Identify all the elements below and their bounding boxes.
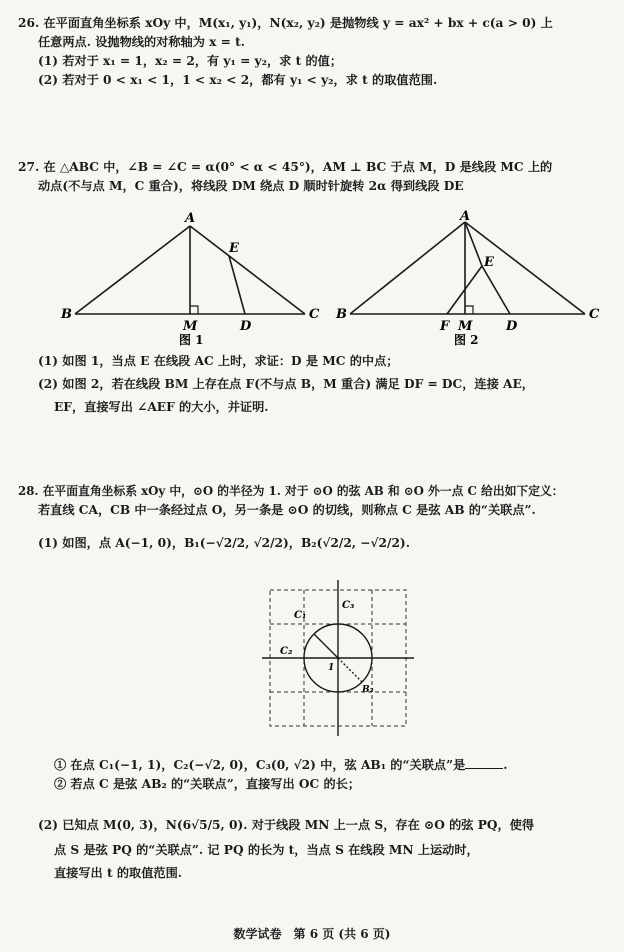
q28-sub1-text: ① 在点 C₁(−1, 1)，C₂(−√2, 0)，C₃(0, √2) 中，弦 AB₁ 的“关联点”是 <box>54 758 466 772</box>
q28-part2-line1: (2) 已知点 M(0, 3)，N(6√5/5, 0). 对于线段 MN 上一点 S，存在 ⊙O 的弦 PQ，使得 <box>38 818 535 832</box>
answer-blank[interactable] <box>465 756 503 769</box>
q28-sub1-end: . <box>503 758 508 772</box>
page-footer: 数学试卷 第 6 页 (共 6 页) <box>233 927 391 941</box>
q27-part2-line1: (2) 如图 2，若在线段 BM 上存在点 F(不与点 B，M 重合) 满足 DF = DC，连接 AE， <box>38 377 534 391</box>
fig2-label-d: D <box>506 319 518 334</box>
fig28-label-c3: C₃ <box>342 600 355 611</box>
fig2-label-e: E <box>484 255 494 270</box>
question-26 <box>18 14 610 90</box>
fig1-label-m: M <box>183 319 198 334</box>
fig2-label-c: C <box>589 307 600 322</box>
fig2-label-m: M <box>458 319 473 334</box>
q26-stem-line2: 任意两点. 设抛物线的对称轴为 x = t. <box>38 35 246 49</box>
q26-stem-line1: 26. 在平面直角坐标系 xOy 中，M(x₁, y₁)，N(x₂, y₂) 是抛物线 y = ax² + bx + c(a > 0) 上 <box>18 16 553 30</box>
fig28-label-c1: C₁ <box>294 610 307 621</box>
fig28-label-b2: B₂ <box>362 685 374 695</box>
q28-sub1 <box>18 756 610 775</box>
fig28-label-c2: C₂ <box>280 646 293 657</box>
q27-stem-line2: 动点(不与点 M，C 重合)，将线段 DM 绕点 D 顺时针旋转 2α 得到线段 DE <box>38 179 464 193</box>
q28-part2-line2: 点 S 是弦 PQ 的“关联点”. 记 PQ 的长为 t，当点 S 在线段 MN 上运动时， <box>54 843 479 857</box>
fig2-label-b: B <box>336 307 347 322</box>
q27-figure-1 <box>55 210 325 350</box>
fig2-label-f: F <box>440 319 450 334</box>
fig1-label-a: A <box>185 211 196 226</box>
q28-stem-line2: 若直线 CA，CB 中一条经过点 O，另一条是 ⊙O 的切线，则称点 C 是弦 AB 的“关联点”. <box>38 503 536 517</box>
fig2-label-a: A <box>460 210 471 224</box>
fig1-label-e: E <box>229 241 239 256</box>
q26-part2: (2) 若对于 0 < x₁ < 1，1 < x₂ < 2，都有 y₁ < y₂，求 t 的取值范围. <box>38 73 438 87</box>
fig1-label-d: D <box>240 319 252 334</box>
fig1-caption: 图 1 <box>179 333 204 347</box>
q28-part2-line3: 直接写出 t 的取值范围. <box>54 866 183 880</box>
q28-part1: (1) 如图，点 A(−1, 0)，B₁(−√2/2, √2/2)，B₂(√2/2, −√2/2). <box>38 536 410 550</box>
q28-stem-line1: 28. 在平面直角坐标系 xOy 中，⊙O 的半径为 1. 对于 ⊙O 的弦 AB 和 ⊙O 外一点 C 给出如下定义： <box>18 484 564 498</box>
fig1-label-b: B <box>61 307 72 322</box>
question-28 <box>18 482 610 553</box>
q27-part2-line2: EF，直接写出 ∠AEF 的大小，并证明. <box>54 400 269 414</box>
q27-stem-line1: 27. 在 △ABC 中，∠B = ∠C = α(0° < α < 45°)，AM ⊥ BC 于点 M，D 是线段 MC 上的 <box>18 160 553 174</box>
question-28-parts <box>18 756 610 883</box>
q27-part1: (1) 如图 1，当点 E 在线段 AC 上时，求证：D 是 MC 的中点； <box>38 354 399 368</box>
fig2-caption: 图 2 <box>454 333 479 347</box>
question-27 <box>18 158 610 196</box>
fig1-label-c: C <box>309 307 320 322</box>
q27-figure-2 <box>330 210 610 350</box>
q28-figure <box>258 578 418 738</box>
q26-part1: (1) 若对于 x₁ = 1，x₂ = 2，有 y₁ = y₂，求 t 的值； <box>38 54 343 68</box>
fig28-label-unit: 1 <box>328 663 335 673</box>
q28-sub2: ② 若点 C 是弦 AB₂ 的“关联点”，直接写出 OC 的长； <box>54 777 361 791</box>
question-27-parts <box>18 352 610 417</box>
